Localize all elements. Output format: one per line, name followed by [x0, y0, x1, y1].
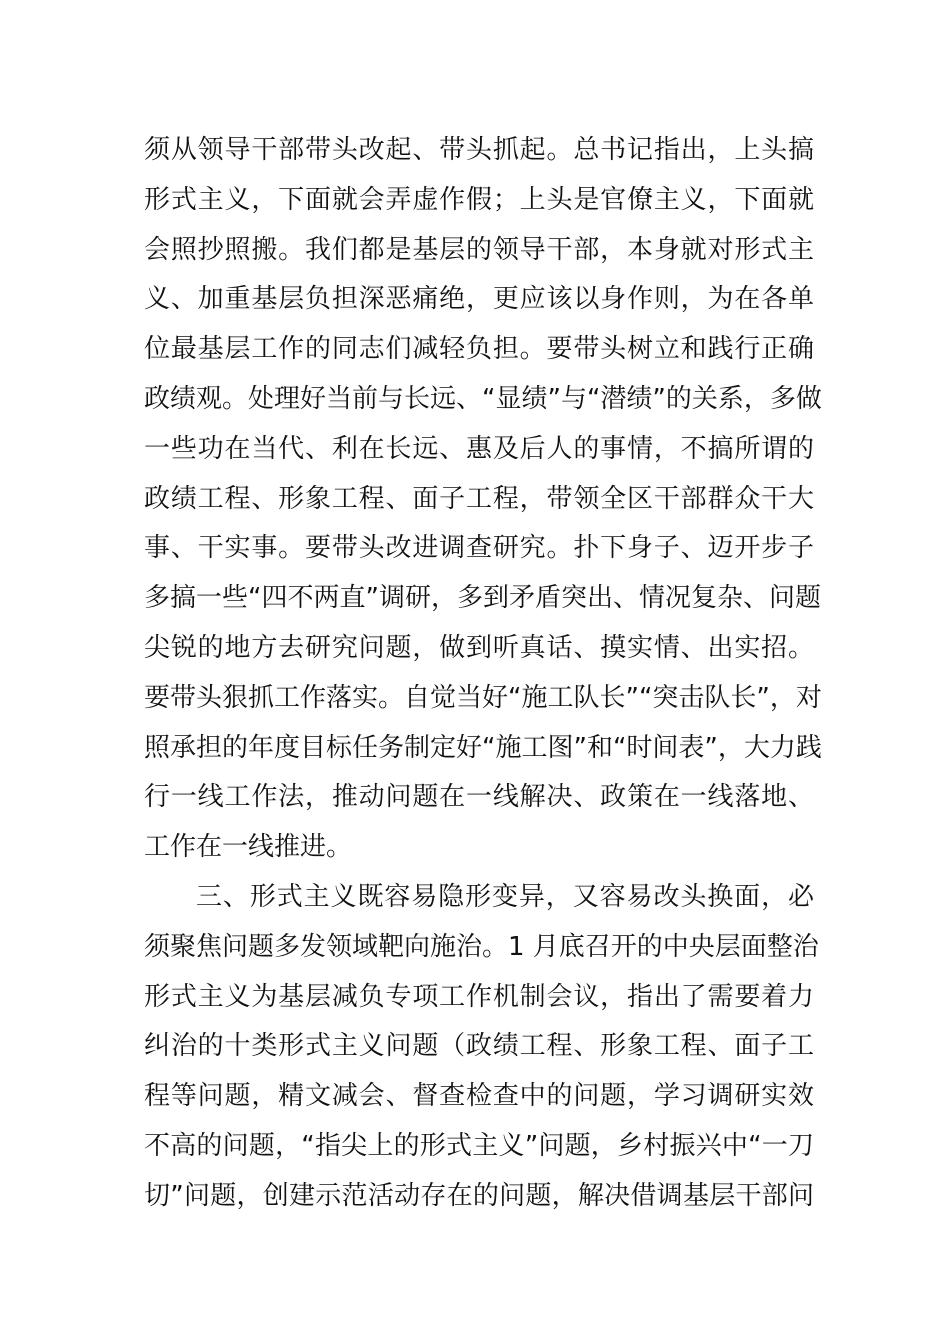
text-line: 尖锐的地方去研究问题，做到听真话、摸实情、出实招。 [144, 632, 814, 663]
text-line: 须从领导干部带头改起、带头抓起。总书记指出，上头搞 [144, 135, 814, 165]
text-line: 形式主义，下面就会弄虚作假；上头是官僚主义，下面就 [144, 184, 814, 215]
text-line: 工作在一线推进。 [144, 832, 353, 863]
text-line: 行一线工作法，推动问题在一线解决、政策在一线落地、 [144, 782, 814, 813]
text-line: 事、干实事。要带头改进调查研究。扑下身子、迈开步子 [144, 533, 814, 564]
text-line: 程等问题，精文减会、督查检查中的问题，学习调研实效 [144, 1081, 814, 1112]
text-line: 政绩工程、形象工程、面子工程，带领全区干部群众干大 [144, 483, 814, 514]
text-line: 不高的问题，“指尖上的形式主义”问题，乡村振兴中“一刀 [144, 1130, 814, 1161]
text-line: 形式主义为基层减负专项工作机制会议，指出了需要着力 [144, 981, 814, 1012]
text-line: 政绩观。处理好当前与长远、“显绩”与“潜绩”的关系，多做 [144, 383, 822, 414]
text-line: 要带头狠抓工作落实。自觉当好“施工队长”“突击队长”，对 [144, 682, 822, 713]
text-line: 会照抄照搬。我们都是基层的领导干部，本身就对形式主 [144, 234, 814, 265]
paragraph-first-line: 三、形式主义既容易隐形变异，又容易改头换面，必 [196, 881, 814, 912]
body-text [144, 126, 822, 1222]
text-line: 多搞一些“四不两直”调研，多到矛盾突出、情况复杂、问题 [144, 583, 821, 614]
text-line: 纠治的十类形式主义问题（政绩工程、形象工程、面子工 [144, 1031, 814, 1062]
text-line: 照承担的年度目标任务制定好“施工图”和“时间表”，大力践 [144, 732, 822, 763]
text-line: 位最基层工作的同志们减轻负担。要带头树立和践行正确 [144, 334, 814, 365]
text-line: 义、加重基层负担深恶痛绝，更应该以身作则，为在各单 [144, 284, 814, 315]
text-line: 一些功在当代、利在长远、惠及后人的事情，不搞所谓的 [144, 433, 814, 464]
text-line: 切”问题，创建示范活动存在的问题，解决借调基层干部问 [144, 1180, 814, 1211]
text-line: 须聚焦问题多发领域靶向施治。1 月底召开的中央层面整治 [144, 931, 819, 962]
